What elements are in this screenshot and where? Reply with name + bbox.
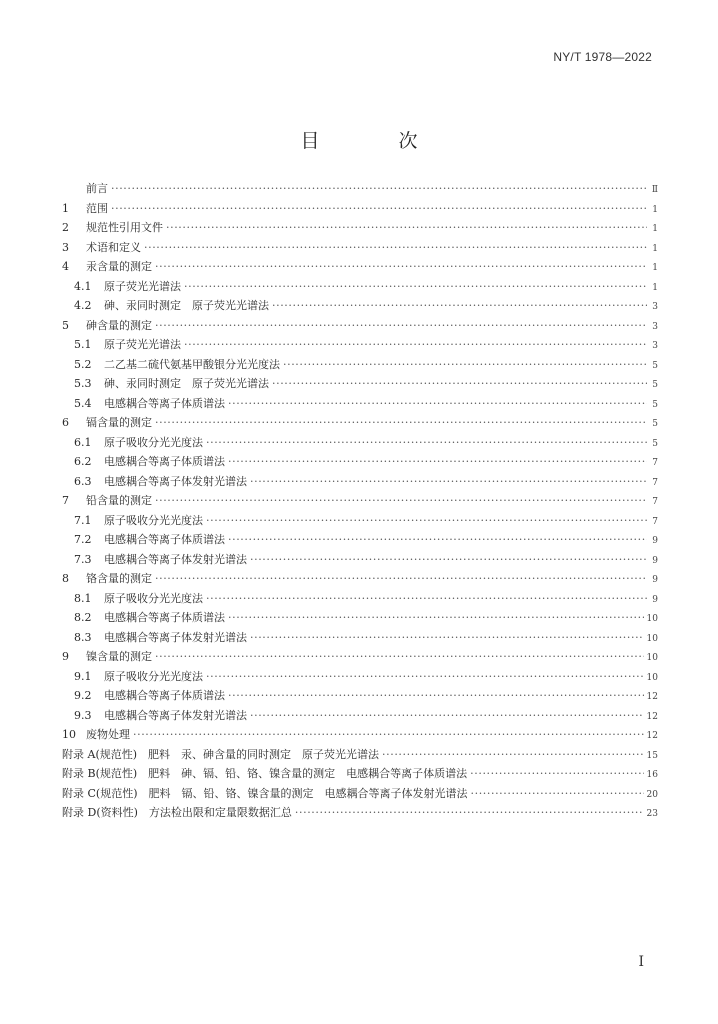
toc-dot-leader [283, 355, 647, 375]
toc-entry-label: 原子吸收分光光度法 [104, 513, 203, 527]
toc-entry-page: 5 [652, 419, 658, 429]
toc-entry-label: 二乙基二硫代氨基甲酸银分光光度法 [104, 357, 280, 371]
toc-entry-label: 电感耦合等离子体发射光谱法 [104, 630, 247, 644]
toc-dot-leader [272, 296, 647, 316]
toc-entry-page: 5 [652, 360, 658, 371]
toc-entry-label: 废物处理 [86, 728, 130, 741]
toc-entry-page: 1 [652, 263, 658, 273]
toc-entry-number: 5.3 [74, 377, 92, 390]
toc-entry-page: 15 [646, 750, 658, 761]
toc-entry-number: 9.1 [74, 669, 92, 683]
toc-entry-label: 电感耦合等离子体发射光谱法 [104, 708, 247, 722]
toc-entry-label: 附录 D(资料性) 方法检出限和定量限数据汇总 [62, 806, 292, 819]
toc-entry-page: 1 [652, 282, 658, 293]
toc-entry-label: 镍含量的测定 [86, 650, 152, 663]
toc-entry-label: 原子吸收分光光度法 [104, 591, 203, 605]
toc-dot-leader [228, 530, 647, 550]
toc-entry[interactable] [62, 745, 658, 765]
toc-entry[interactable] [62, 550, 658, 570]
toc-dot-leader [228, 686, 644, 706]
toc-entry-label: 电感耦合等离子体质谱法 [104, 689, 225, 702]
toc-dot-leader [471, 784, 644, 804]
toc-entry[interactable] [62, 296, 658, 316]
toc-entry-number: 9.3 [74, 708, 92, 722]
toc-entry[interactable] [62, 530, 658, 550]
toc-entry[interactable] [62, 608, 658, 628]
toc-entry-number: 4 [62, 260, 69, 273]
toc-entry-page: 9 [652, 594, 658, 605]
toc-entry[interactable] [62, 374, 658, 394]
toc-entry[interactable] [62, 433, 658, 453]
toc-entry-page: 1 [652, 224, 658, 234]
toc-dot-leader [155, 569, 647, 589]
toc-entry-label: 电感耦合等离子体质谱法 [104, 533, 225, 546]
toc-entry[interactable] [62, 316, 658, 336]
toc-entry-number: 5 [62, 318, 69, 332]
toc-entry-page: 10 [646, 672, 658, 683]
toc-entry-number: 1 [62, 201, 69, 215]
toc-entry-number: 6.3 [74, 474, 92, 488]
toc-entry-number: 9.2 [74, 689, 92, 702]
toc-entry-page: 7 [652, 497, 658, 507]
toc-entry-label: 原子吸收分光光度法 [104, 435, 203, 449]
toc-entry-page: 10 [646, 633, 658, 644]
toc-entry-label: 原子荧光光谱法 [104, 279, 181, 293]
toc-dot-leader [250, 628, 644, 648]
toc-entry-page: 5 [652, 438, 658, 449]
toc-entry[interactable] [62, 667, 658, 687]
toc-entry-label: 附录 C(规范性) 肥料 镉、铅、铬、镍含量的测定 电感耦合等离子体发射光谱法 [62, 786, 468, 800]
toc-entry[interactable] [62, 511, 658, 531]
toc-entry-page: 5 [652, 380, 658, 390]
toc-entry-number: 4.1 [74, 279, 92, 293]
toc-entry-page: 7 [652, 477, 658, 488]
page-number: Ⅰ [638, 954, 644, 970]
toc-entry[interactable] [62, 628, 658, 648]
toc-dot-leader [155, 257, 647, 277]
toc-entry-page: 3 [652, 302, 658, 312]
toc-title: 目 次 [300, 130, 448, 152]
toc-entry-page: 20 [646, 789, 658, 800]
toc-dot-leader [184, 277, 647, 297]
toc-entry[interactable] [62, 491, 658, 511]
toc-entry-number: 6.1 [74, 435, 92, 449]
toc-entry-label: 原子吸收分光光度法 [104, 669, 203, 683]
toc-entry-label: 砷、汞同时测定 原子荧光光谱法 [104, 377, 269, 390]
toc-dot-leader [250, 472, 647, 492]
toc-entry-page: 12 [646, 711, 658, 722]
toc-entry-label: 铬含量的测定 [86, 572, 152, 585]
toc-entry-page: 9 [652, 575, 658, 585]
toc-entry[interactable] [62, 647, 658, 667]
toc-entry-number: 7.1 [74, 513, 92, 527]
toc-entry-page: Ⅱ [651, 185, 658, 195]
toc-entry-number: 8.2 [74, 611, 92, 624]
toc-dot-leader [470, 764, 643, 784]
toc-entry[interactable] [62, 725, 658, 745]
toc-entry[interactable] [62, 335, 658, 355]
toc-entry-label: 术语和定义 [86, 240, 141, 254]
toc-entry-label: 镉含量的测定 [86, 416, 152, 429]
toc-dot-leader [206, 511, 647, 531]
document-code: NY/T 1978—2022 [553, 50, 652, 64]
toc-dot-leader [184, 335, 647, 355]
toc-dot-leader [155, 647, 644, 667]
toc-entry-label: 电感耦合等离子体发射光谱法 [104, 474, 247, 488]
toc-entry-number: 5.1 [74, 338, 92, 351]
toc-entry-page: 9 [652, 555, 658, 566]
toc-entry[interactable] [62, 452, 658, 472]
toc-entry-number: 3 [62, 240, 69, 254]
toc-entry-label: 汞含量的测定 [86, 260, 152, 273]
toc-entry[interactable] [62, 238, 658, 258]
toc-dot-leader [144, 238, 647, 258]
toc-dot-leader [206, 433, 647, 453]
toc-entry[interactable] [62, 803, 658, 823]
toc-entry-page: 10 [646, 653, 658, 663]
toc-entry-number: 5.2 [74, 357, 92, 371]
toc-entry-number: 6 [62, 416, 69, 429]
toc-entry-label: 砷、汞同时测定 原子荧光光谱法 [104, 299, 269, 312]
toc-entry-label: 原子荧光光谱法 [104, 338, 181, 351]
toc-dot-leader [228, 608, 644, 628]
toc-dot-leader [382, 745, 644, 765]
toc-entry-page: 7 [652, 516, 658, 527]
toc-entry-number: 9 [62, 650, 69, 663]
toc-dot-leader [111, 199, 647, 219]
toc-entry-label: 附录 A(规范性) 肥料 汞、砷含量的同时测定 原子荧光光谱法 [62, 747, 380, 761]
toc-entry[interactable] [62, 277, 658, 297]
toc-entry-label: 砷含量的测定 [86, 318, 152, 332]
toc-entry-label: 电感耦合等离子体发射光谱法 [104, 552, 247, 566]
toc-entry-label: 规范性引用文件 [86, 221, 163, 234]
toc-dot-leader [250, 550, 647, 570]
toc-dot-leader [155, 413, 647, 433]
toc-dot-leader [166, 218, 647, 238]
toc-dot-leader [272, 374, 647, 394]
toc-entry[interactable] [62, 355, 658, 375]
toc-entry[interactable] [62, 569, 658, 589]
toc-entry[interactable] [62, 394, 658, 414]
toc-entry-label: 铅含量的测定 [86, 494, 152, 507]
toc-entry-number: 7 [62, 494, 69, 507]
toc-entry-page: 3 [652, 321, 658, 332]
toc-entry[interactable] [62, 706, 658, 726]
toc-dot-leader [206, 589, 647, 609]
toc-entry-page: 10 [646, 614, 658, 624]
toc-dot-leader [155, 316, 647, 336]
toc-dot-leader [111, 179, 647, 199]
toc-entry-label: 前言 [86, 182, 108, 195]
toc-dot-leader [295, 803, 644, 823]
toc-entry-label: 电感耦合等离子体质谱法 [104, 396, 225, 410]
toc-entry[interactable] [62, 199, 658, 219]
toc-entry[interactable] [62, 764, 658, 784]
toc-entry-number: 10 [62, 728, 76, 741]
toc-entry-page: 9 [652, 536, 658, 546]
toc-entry-number: 6.2 [74, 455, 92, 468]
toc-entry-page: 16 [646, 770, 658, 780]
toc-entry[interactable] [62, 257, 658, 277]
toc-entry-label: 电感耦合等离子体质谱法 [104, 455, 225, 468]
toc-dot-leader [133, 725, 644, 745]
toc-entry-number: 5.4 [74, 396, 92, 410]
toc-entry-page: 1 [652, 243, 658, 254]
toc-entry-page: 23 [646, 809, 658, 819]
toc-entry[interactable] [62, 472, 658, 492]
toc-entry-page: 3 [652, 341, 658, 351]
toc-entry-page: 12 [646, 692, 658, 702]
toc-entry-number: 8 [62, 572, 69, 585]
toc-entry-label: 电感耦合等离子体质谱法 [104, 611, 225, 624]
toc-entry[interactable] [62, 686, 658, 706]
toc-entry-label: 范围 [86, 201, 108, 215]
toc-entry-number: 4.2 [74, 299, 92, 312]
toc-entry-number: 7.3 [74, 552, 92, 566]
toc-entry-page: 7 [652, 458, 658, 468]
toc-entry-number: 8.1 [74, 591, 92, 605]
toc-entry-number: 8.3 [74, 630, 92, 644]
toc-entry-number: 7.2 [74, 533, 92, 546]
toc-entry-page: 5 [652, 399, 658, 410]
toc-dot-leader [155, 491, 647, 511]
toc-dot-leader [250, 706, 644, 726]
table-of-contents [62, 179, 658, 823]
toc-entry[interactable] [62, 413, 658, 433]
toc-entry-label: 附录 B(规范性) 肥料 砷、镉、铅、铬、镍含量的测定 电感耦合等离子体质谱法 [62, 767, 468, 780]
toc-entry[interactable] [62, 179, 658, 199]
toc-dot-leader [228, 394, 647, 414]
toc-entry-page: 1 [652, 204, 658, 215]
toc-entry-number: 2 [62, 221, 69, 234]
toc-entry[interactable] [62, 589, 658, 609]
toc-entry-page: 12 [646, 731, 658, 741]
toc-dot-leader [206, 667, 644, 687]
toc-entry[interactable] [62, 218, 658, 238]
toc-entry[interactable] [62, 784, 658, 804]
toc-dot-leader [228, 452, 647, 472]
